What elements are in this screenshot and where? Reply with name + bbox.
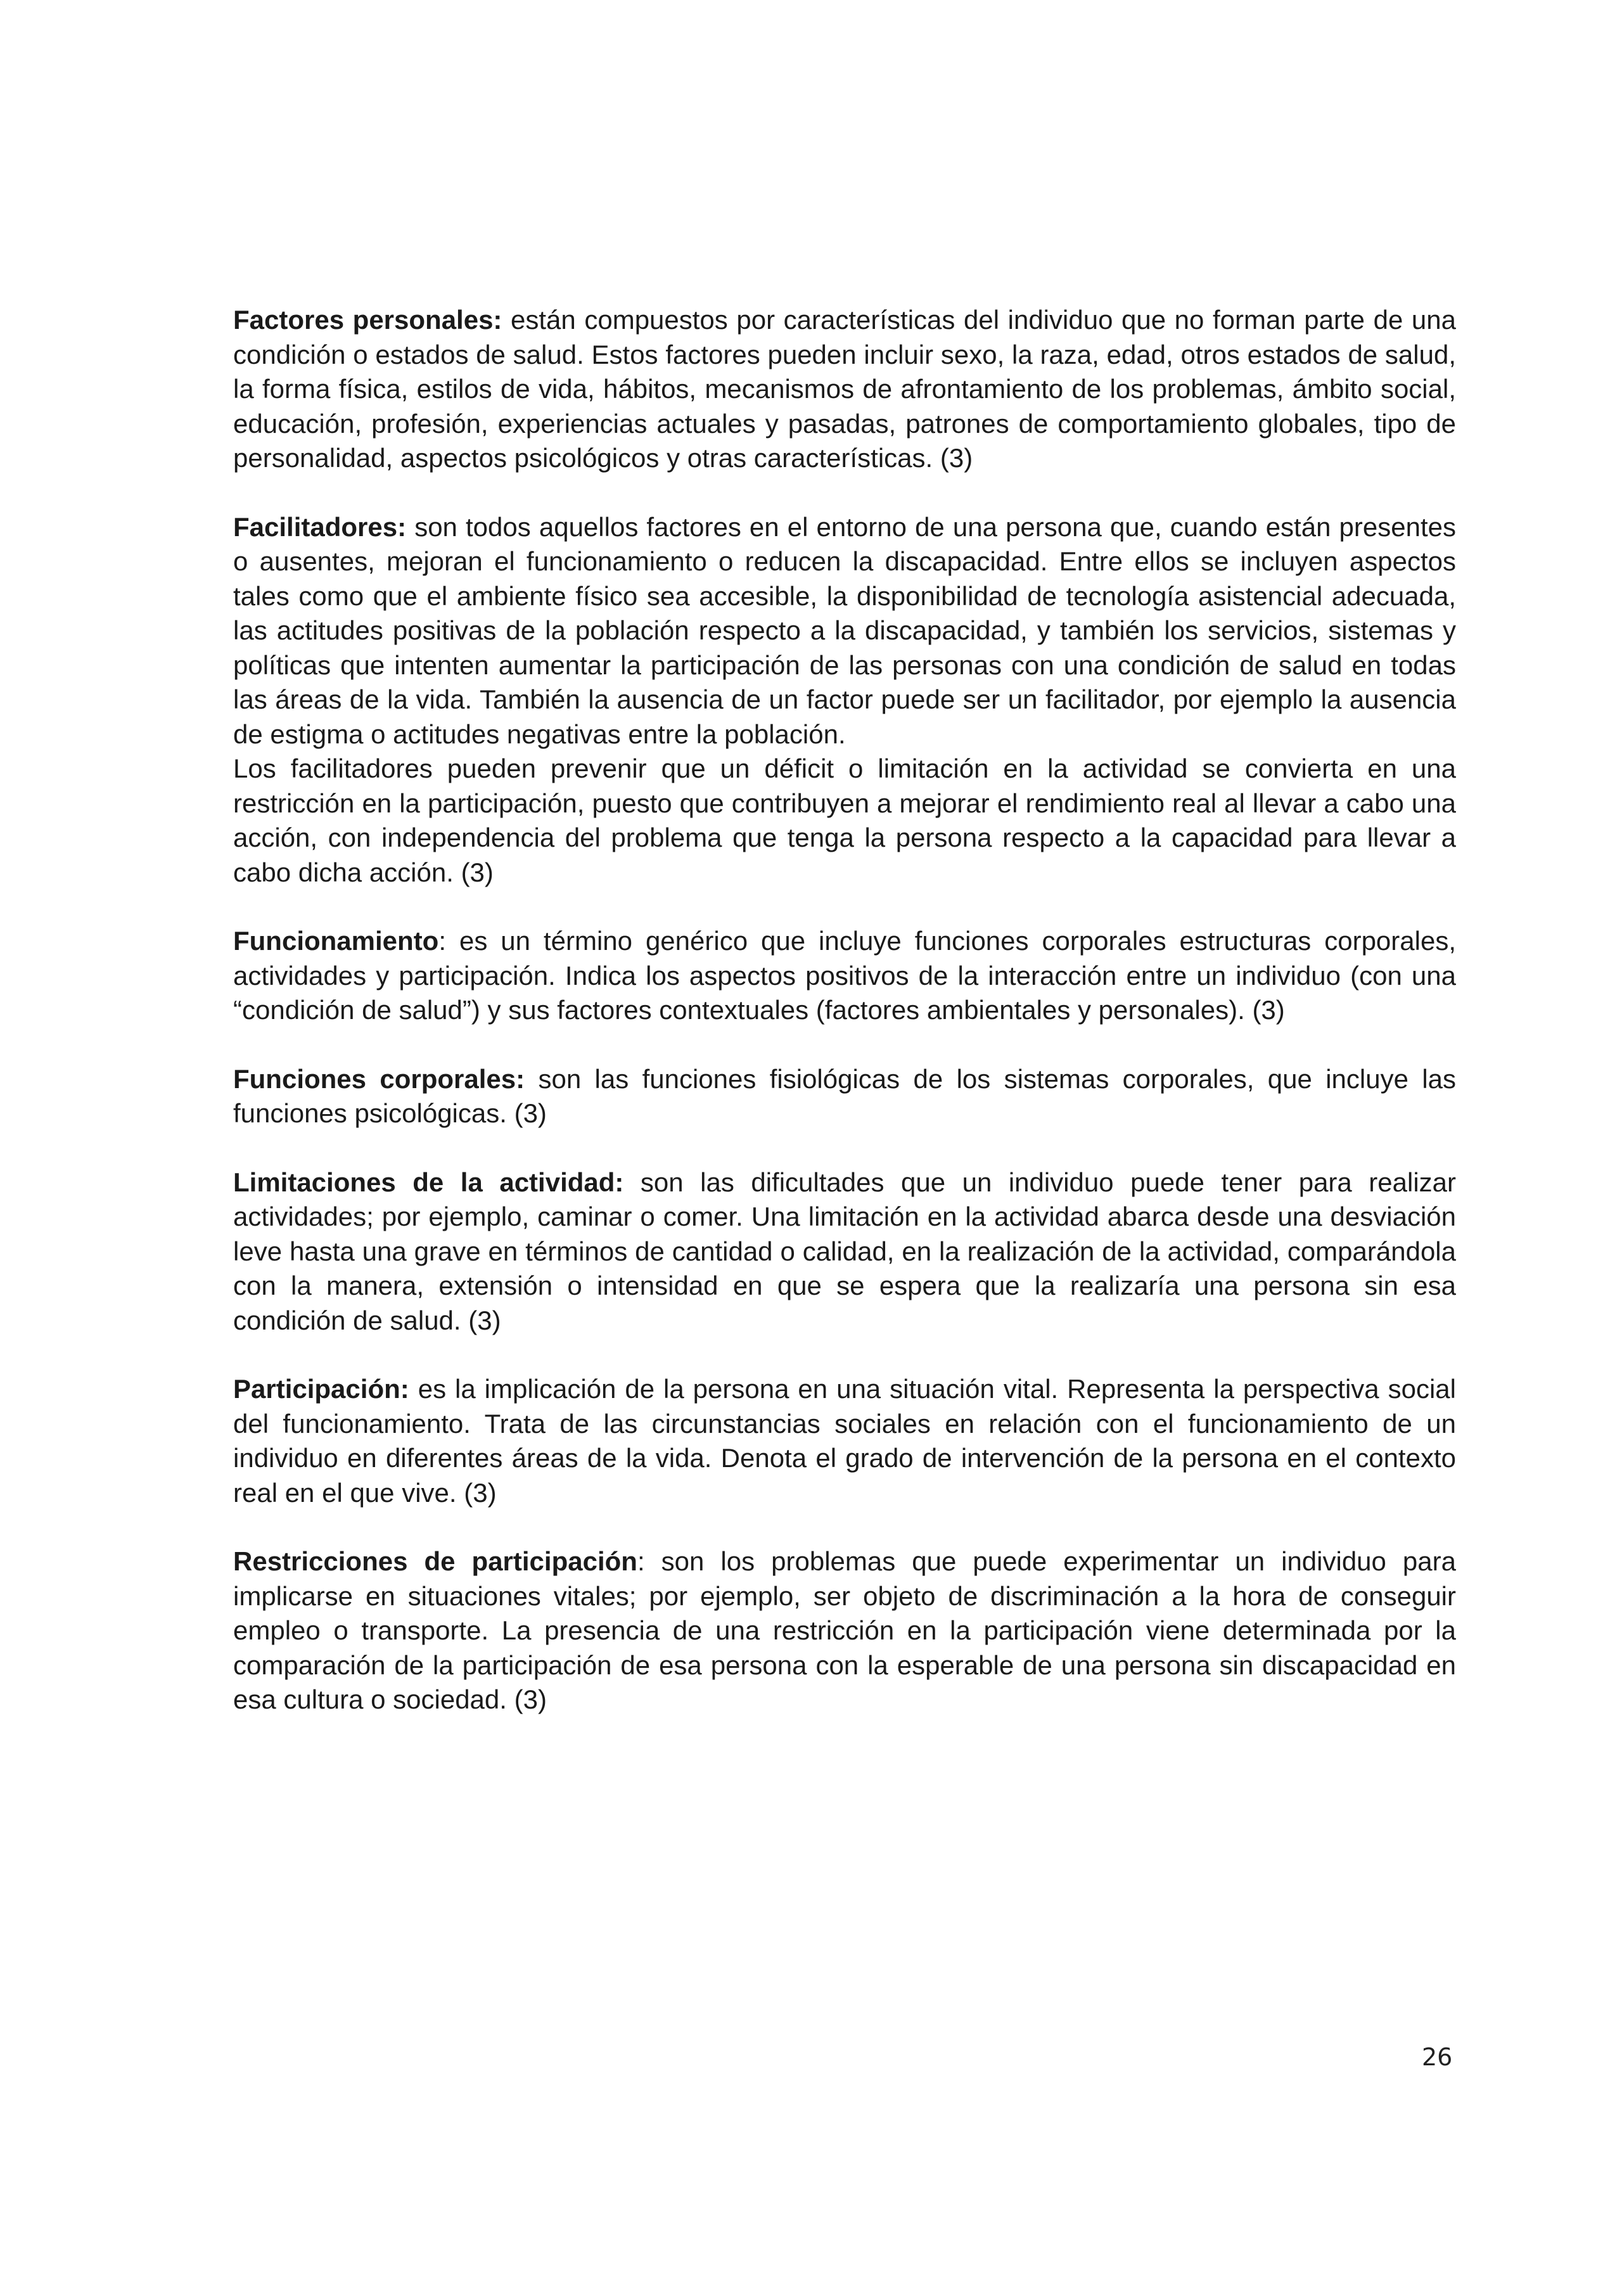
definition-funcionamiento <box>233 924 1456 1028</box>
definition-term: Limitaciones de la actividad: <box>233 1167 624 1197</box>
definition-restricciones-participacion <box>233 1544 1456 1717</box>
definition-term: Factores personales: <box>233 305 502 335</box>
definition-text: es la implicación de la persona en una situación vital. Representa la perspectiva social del funcionamiento. Trata de las circunstancias sociales en relación con el funcionamiento de un individuo en diferentes áreas de la vida. Denota el grado de intervención de la persona en el contexto real en el que vive. (3) <box>233 1374 1456 1508</box>
definition-continuation: Los facilitadores pueden prevenir que un déficit o limitación en la actividad se convierta en una restricción en la participación, puesto que contribuyen a mejorar el rendimiento real al llevar a cabo una acción, con independencia del problema que tenga la persona respecto a la capacidad para llevar a cabo dicha acción. (3) <box>233 754 1456 887</box>
definition-term: Participación: <box>233 1374 409 1404</box>
page-content <box>233 303 1456 1752</box>
definition-text: están compuestos por características del individuo que no forman parte de una condición o estados de salud. Estos factores pueden incluir sexo, la raza, edad, otros estados de salud, la forma física, estilos de vida, hábitos, mecanismos de afrontamiento de los problemas, ámbito social, educación, profesión, experiencias actuales y pasadas, patrones de comportamiento globales, tipo de personalidad, aspectos psicológicos y otras características. (3) <box>233 305 1456 473</box>
definition-text: : es un término genérico que incluye funciones corporales estructuras corporales, actividades y participación. Indica los aspectos positivos de la interacción entre un individuo (con una “condición de salud”) y sus factores contextuales (factores ambientales y personales). (3) <box>233 926 1456 1025</box>
definition-facilitadores <box>233 510 1456 890</box>
definition-text: son las dificultades que un individuo puede tener para realizar actividades; por ejemplo, caminar o comer. Una limitación en la actividad abarca desde una desviación leve hasta una grave en términos de cantidad o calidad, en la realización de la actividad, comparándola con la manera, extensión o intensidad en que se espera que la realizaría una persona sin esa condición de salud. (3) <box>233 1167 1457 1335</box>
definition-term: Facilitadores: <box>233 511 407 542</box>
definition-text: : son los problemas que puede experimentar un individuo para implicarse en situaciones vitales; por ejemplo, ser objeto de discriminación a la hora de conseguir empleo o transporte. La presencia de una restricción en la participación viene determinada por la comparación de la participación de esa persona con la esperable de una persona sin discapacidad en esa cultura o sociedad. (3) <box>233 1546 1456 1714</box>
definition-limitaciones-actividad <box>233 1165 1456 1338</box>
definition-funciones-corporales <box>233 1062 1456 1131</box>
page-number: 26 <box>1422 2043 1453 2071</box>
definition-text: son las funciones fisiológicas de los sistemas corporales, que incluye las funciones psicológicas. (3) <box>233 1063 1457 1128</box>
definition-term: Funciones corporales: <box>233 1063 525 1094</box>
definition-term: Restricciones de participación <box>233 1546 637 1576</box>
definition-term: Funcionamiento <box>233 926 439 956</box>
definition-participacion <box>233 1372 1456 1510</box>
definition-factores-personales <box>233 303 1456 476</box>
definition-text: son todos aquellos factores en el entorno de una persona que, cuando están presentes o ausentes, mejoran el funcionamiento o reducen la discapacidad. Entre ellos se incluyen aspectos tales como que el ambiente físico sea accesible, la disponibilidad de tecnología asistencial adecuada, las actitudes positivas de la población respecto a la discapacidad, y también los servicios, sistemas y políticas que intenten aumentar la participación de las personas con una condición de salud en todas las áreas de la vida. También la ausencia de un factor puede ser un facilitador, por ejemplo la ausencia de estigma o actitudes negativas entre la población. <box>233 511 1456 749</box>
